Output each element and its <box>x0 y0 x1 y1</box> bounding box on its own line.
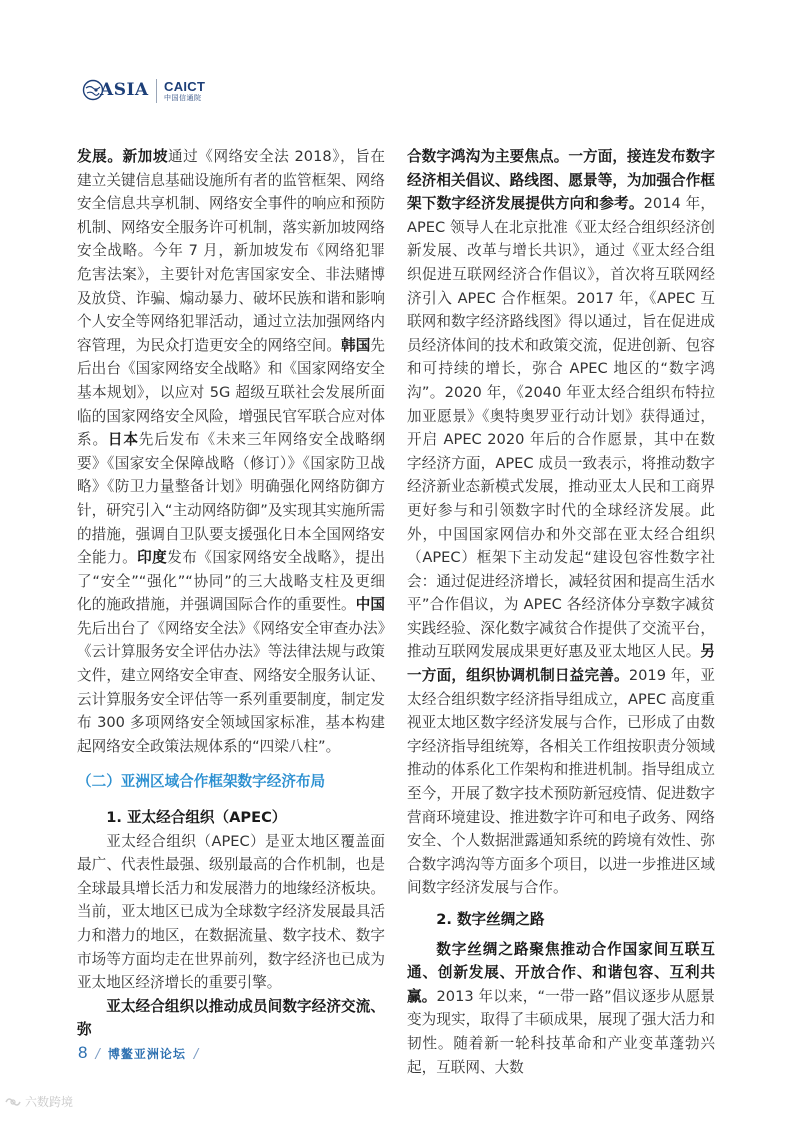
paragraph-digital-silk-road <box>407 938 715 1080</box>
body-text: 2013 年以来，“一带一路”倡议逐步从愿景变为现实，取得了丰硕成果，展现了强大活力和韧性。随着新一轮科技革命和产业变革蓬勃兴起，互联网、大数 <box>407 987 715 1076</box>
logo-caict-text: CAICT <box>164 79 206 94</box>
page-number: 8 <box>78 1043 88 1062</box>
right-column <box>407 145 715 1079</box>
bold-text: 印度 <box>137 549 168 567</box>
footer-title: 博鳌亚洲论坛 <box>107 1047 186 1061</box>
body-text: 先后出台了《网络安全法》《网络安全审查办法》《云计算服务安全评估办法》等法律法规与政策文件，建立网络安全审查、网络安全服务认证、云计算服务安全评估等一系列重要制度，制定发布 300 多项网络安全领域国家标准，基本构建起网络安全政策法规体系的“四梁八柱”。 <box>77 619 385 755</box>
paragraph-apec-intro: 亚太经合组织（APEC）是亚太地区覆盖面最广、代表性最强、级别最高的合作机制，也是全球最具增长活力和发展潜力的地缘经济板块。当前，亚太地区已成为全球数字经济发展最具活力和潜力的地区，在数据流量、数字技术、数字市场等方面均走在世界前列，数字经济也已成为亚太地区经济增长的重要引擎。 <box>77 832 385 992</box>
bold-text: 中国 <box>355 596 385 614</box>
footer-separator: / <box>193 1047 199 1062</box>
paragraph-apec-focus <box>407 145 715 900</box>
bold-text: 合数字鸿沟为主要焦点。一方面，接连发布数字经济相关倡议、路线图、愿景等，为加强合作框架下数字经济发展提供方向和参考。 <box>407 148 715 213</box>
page-header <box>82 76 205 106</box>
body-text: 先后发布《未来三年网络安全战略纲要》《国家安全保障战略（修订）》《国家防卫战略》《防卫力量整备计划》明确强化网络防御方针，研究引入“主动网络防御”及实现其实施所需的措施，强调自卫队要支援强化日本全国网络安全能力。 <box>77 431 385 567</box>
paragraph-cybersecurity-laws <box>77 145 385 758</box>
bold-text: 另一方面，组织协调机制日益完善。 <box>407 643 715 685</box>
logo-divider <box>156 79 157 103</box>
page-footer <box>78 1043 206 1063</box>
bold-text: 数字丝绸之路聚焦推动合作国家间互联互通、创新发展、开放合作、和谐包容、互利共赢。 <box>407 940 715 1005</box>
body-text: 发布《国家网络安全战略》，提出了“安全”“强化”“协同”的三大战略支柱及更细化的施政措施，并强调国际合作的重要性。 <box>77 549 385 614</box>
subsection-heading-apec: 1. 亚太经合组织（APEC） <box>106 809 287 827</box>
bold-text: 发展。新加坡 <box>77 148 168 165</box>
footer-separator: / <box>95 1047 100 1062</box>
logo-caict-subtitle: 中国信通院 <box>164 94 202 102</box>
watermark-text: 六数跨境 <box>25 1095 74 1109</box>
watermark-logo-icon <box>4 1095 22 1109</box>
bold-text: 日本 <box>107 431 139 449</box>
logo-asia-text: ASIA <box>100 80 149 100</box>
watermark <box>4 1093 73 1110</box>
body-text: 先后出台《国家网络安全战略》和《国家网络安全基本规划》，以应对 5G 超级互联社会发展所面临的国家网络安全风险，增强民官军联合应对体系。 <box>77 336 385 449</box>
subsection-heading-digital-silk-road: 2. 数字丝绸之路 <box>436 911 545 928</box>
body-text: 2014 年，APEC 领导人在北京批准《亚太经合组织经济创新发展、改革与增长共识》，通过《亚太经合组织促进互联网经济合作倡议》，首次将互联网经济引入 APEC 合作框架。2017 年，《APEC 互联网和数字经济路线图》得以通过，旨在促进成员经济体间的技术和政策交流，促进创新、包容和可持续的增长，弥合 APEC 地区的“数字鸿沟”。2020 年，《2040 年亚太经合组织布特拉加亚愿景》《奥特奥罗亚行动计划》获得通过，开启 APEC 2020 年后的合作愿景，其中在数字经济方面，APEC 成员一致表示，将推动数字经济新业态新模式发展，推动亚太人民和工商界更好参与和引领数字时代的全球经济发展。此外，中国国家网信办和外交部在亚太经合组织（APEC）框架下主动发起“建设包容性数字社会：通过促进经济增长，减轻贫困和提高生活水平”合作倡议，为 APEC 各经济体分享数字减贫实践经验、深化数字减贫合作提供了交流平台，推动互联网发展成果更好惠及亚太地区人民。 <box>407 195 715 661</box>
bold-text: 亚太经合组织以推动成员间数字经济交流、弥 <box>77 997 385 1039</box>
body-text: 通过《网络安全法 2018》，旨在建立关键信息基础设施所有者的监管框架、网络安全信息共享机制、网络安全事件的响应和预防机制、网络安全服务许可机制，落实新加坡网络安全战略。今年 7 月，新加坡发布《网络犯罪危害法案》，主要针对危害国家安全、非法赌博及放贷、诈骗、煽动暴力、破坏民族和谐和影响个人安全等网络犯罪活动，通过立法加强网络内容管理，为民众打造更安全的网络空间。 <box>77 148 385 354</box>
body-text: 2019 年，亚太经合组织数字经济指导组成立，APEC 高度重视亚太地区数字经济发展与合作，已形成了由数字经济指导组统筹，各相关工作组按职责分领域推动的体系化工作架构和推进机制。指导组成立至今，开展了数字技术预防新冠疫情、促进数字营商环境建设、推进数字许可和电子政务、网络安全、个人数据泄露通知系统的跨境有效性、弥合数字鸿沟等方面多个项目，以进一步推进区域间数字经济发展与合作。 <box>407 667 715 897</box>
boao-asia-logo <box>82 77 152 105</box>
left-column <box>77 145 385 1042</box>
paragraph-apec-focus-start <box>77 995 385 1042</box>
caict-logo <box>164 80 205 102</box>
bold-text: 韩国 <box>341 336 371 354</box>
section-heading: （二）亚洲区域合作框架数字经济布局 <box>77 773 326 791</box>
